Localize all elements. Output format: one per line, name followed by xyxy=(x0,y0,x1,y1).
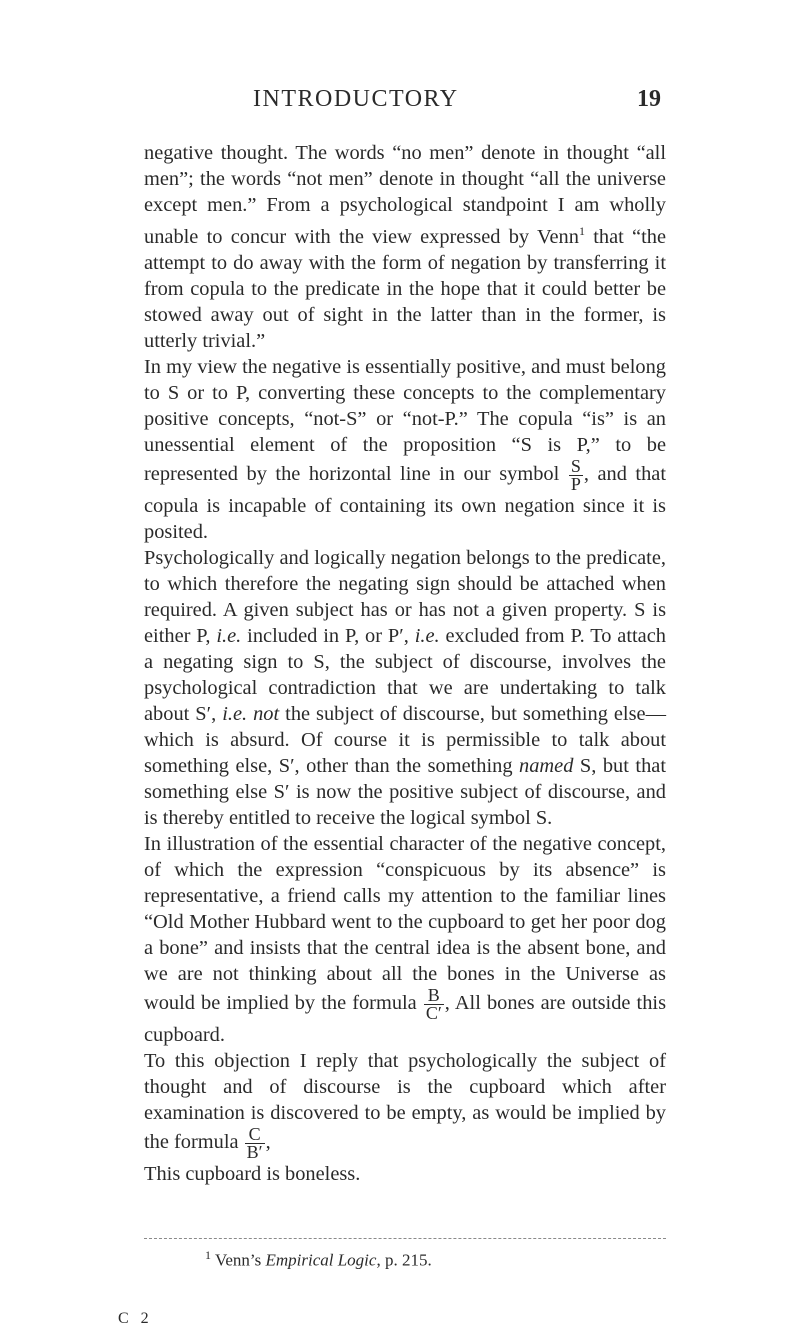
paragraph-text: that “the attempt to do away with the form of negation by transferring it from copula to the predicate in the hope that it could better be stowed away out of sight in the latter than in the former, is utterly trivial.” xyxy=(144,225,667,352)
formula-numerator: C xyxy=(245,1126,265,1144)
paragraph-text: , xyxy=(265,1130,271,1153)
italic-text: i.e. not xyxy=(222,702,280,725)
formula-numerator: B xyxy=(424,987,444,1005)
paragraph-text: To this objection I reply that psychologically the subject of thought and of discourse is the cupboard which after examination is discovered to be empty, as would be implied by the formula xyxy=(144,1049,666,1153)
paragraph-text: negative thought. The words “no men” denote in thought “all men”; the words “not men” denote in thought “all the universe except men.” From a psychological standpoint I am wholly unable to concur with the view expressed by Venn xyxy=(144,142,666,248)
formula-fraction xyxy=(245,1123,265,1162)
body-text xyxy=(144,140,666,1187)
footnote-title: Empirical Logic xyxy=(265,1250,377,1270)
signature-mark: C 2 xyxy=(118,1310,153,1327)
formula-denominator: C′ xyxy=(425,1002,442,1023)
footnote-mark: 1 xyxy=(205,1248,211,1262)
footnote-ref: 1 xyxy=(578,224,585,238)
paragraph: This cupboard is boneless. xyxy=(144,1162,361,1185)
paragraph-text: included in P, or P′, xyxy=(241,624,415,647)
paragraph xyxy=(144,545,666,831)
paragraph-text: excluded from P. To attach a negating sign to S, the subject of discourse, involves the psychological contradiction that we are undertaking to talk about S′, xyxy=(144,624,666,725)
italic-text: i.e. xyxy=(414,624,440,647)
footnote-text: , p. 215. xyxy=(376,1250,432,1270)
paragraph-text: In illustration of the essential character of the negative concept, of which the expression “conspicuous by its absence” is representative, a friend calls my attention to the familiar lines “Old Mother Hubbard went to the cupboard to get her poor dog a bone” and insists that the central idea is the absent bone, and we are not thinking about all the bones in the Universe as would be implied by the formula xyxy=(144,832,666,1014)
italic-text: named xyxy=(519,754,574,777)
footnote xyxy=(205,1248,432,1271)
paragraph-text: , and that copula is incapable of containing its own negation since it is posited. xyxy=(144,462,666,543)
footnote-divider xyxy=(144,1238,666,1239)
formula-fraction xyxy=(569,455,583,494)
paragraph-text: In my view the negative is essentially positive, and must belong to S or to P, converting these concepts to the complementary positive concepts, “not-S” or “not-P.” The copula “is” is an unessential element of the proposition “S is P,” to be represented by the horizontal line in our symbol xyxy=(144,355,666,485)
paragraph-text: the subject of discourse, but something else—which is absurd. Of course it is permissible to talk about something else, S′, other than the something xyxy=(144,702,666,777)
formula-denominator: P xyxy=(570,473,581,494)
paragraph-text: Psychologically and logically negation belongs to the predicate, to which therefore the negating sign should be attached when required. A given subject has or has not a given property. S is either P, xyxy=(144,546,666,647)
italic-text: i.e. xyxy=(216,624,242,647)
paragraph-text: , All bones are outside this cupboard. xyxy=(144,991,667,1046)
formula-numerator: S xyxy=(570,455,581,476)
paragraph xyxy=(144,831,666,1048)
page-number: 19 xyxy=(637,86,661,112)
running-head: INTRODUCTORY xyxy=(253,86,459,112)
formula-fraction xyxy=(424,984,444,1023)
page-header xyxy=(0,86,800,126)
paragraph xyxy=(144,1048,666,1161)
formula-denominator: B′ xyxy=(246,1141,263,1162)
paragraph-text: S, but that something else S′ is now the positive subject of discourse, and is thereby entitled to receive the logical symbol S. xyxy=(144,754,666,829)
paragraph xyxy=(144,140,666,354)
footnote-text: Venn’s xyxy=(211,1250,266,1270)
paragraph xyxy=(144,354,666,545)
